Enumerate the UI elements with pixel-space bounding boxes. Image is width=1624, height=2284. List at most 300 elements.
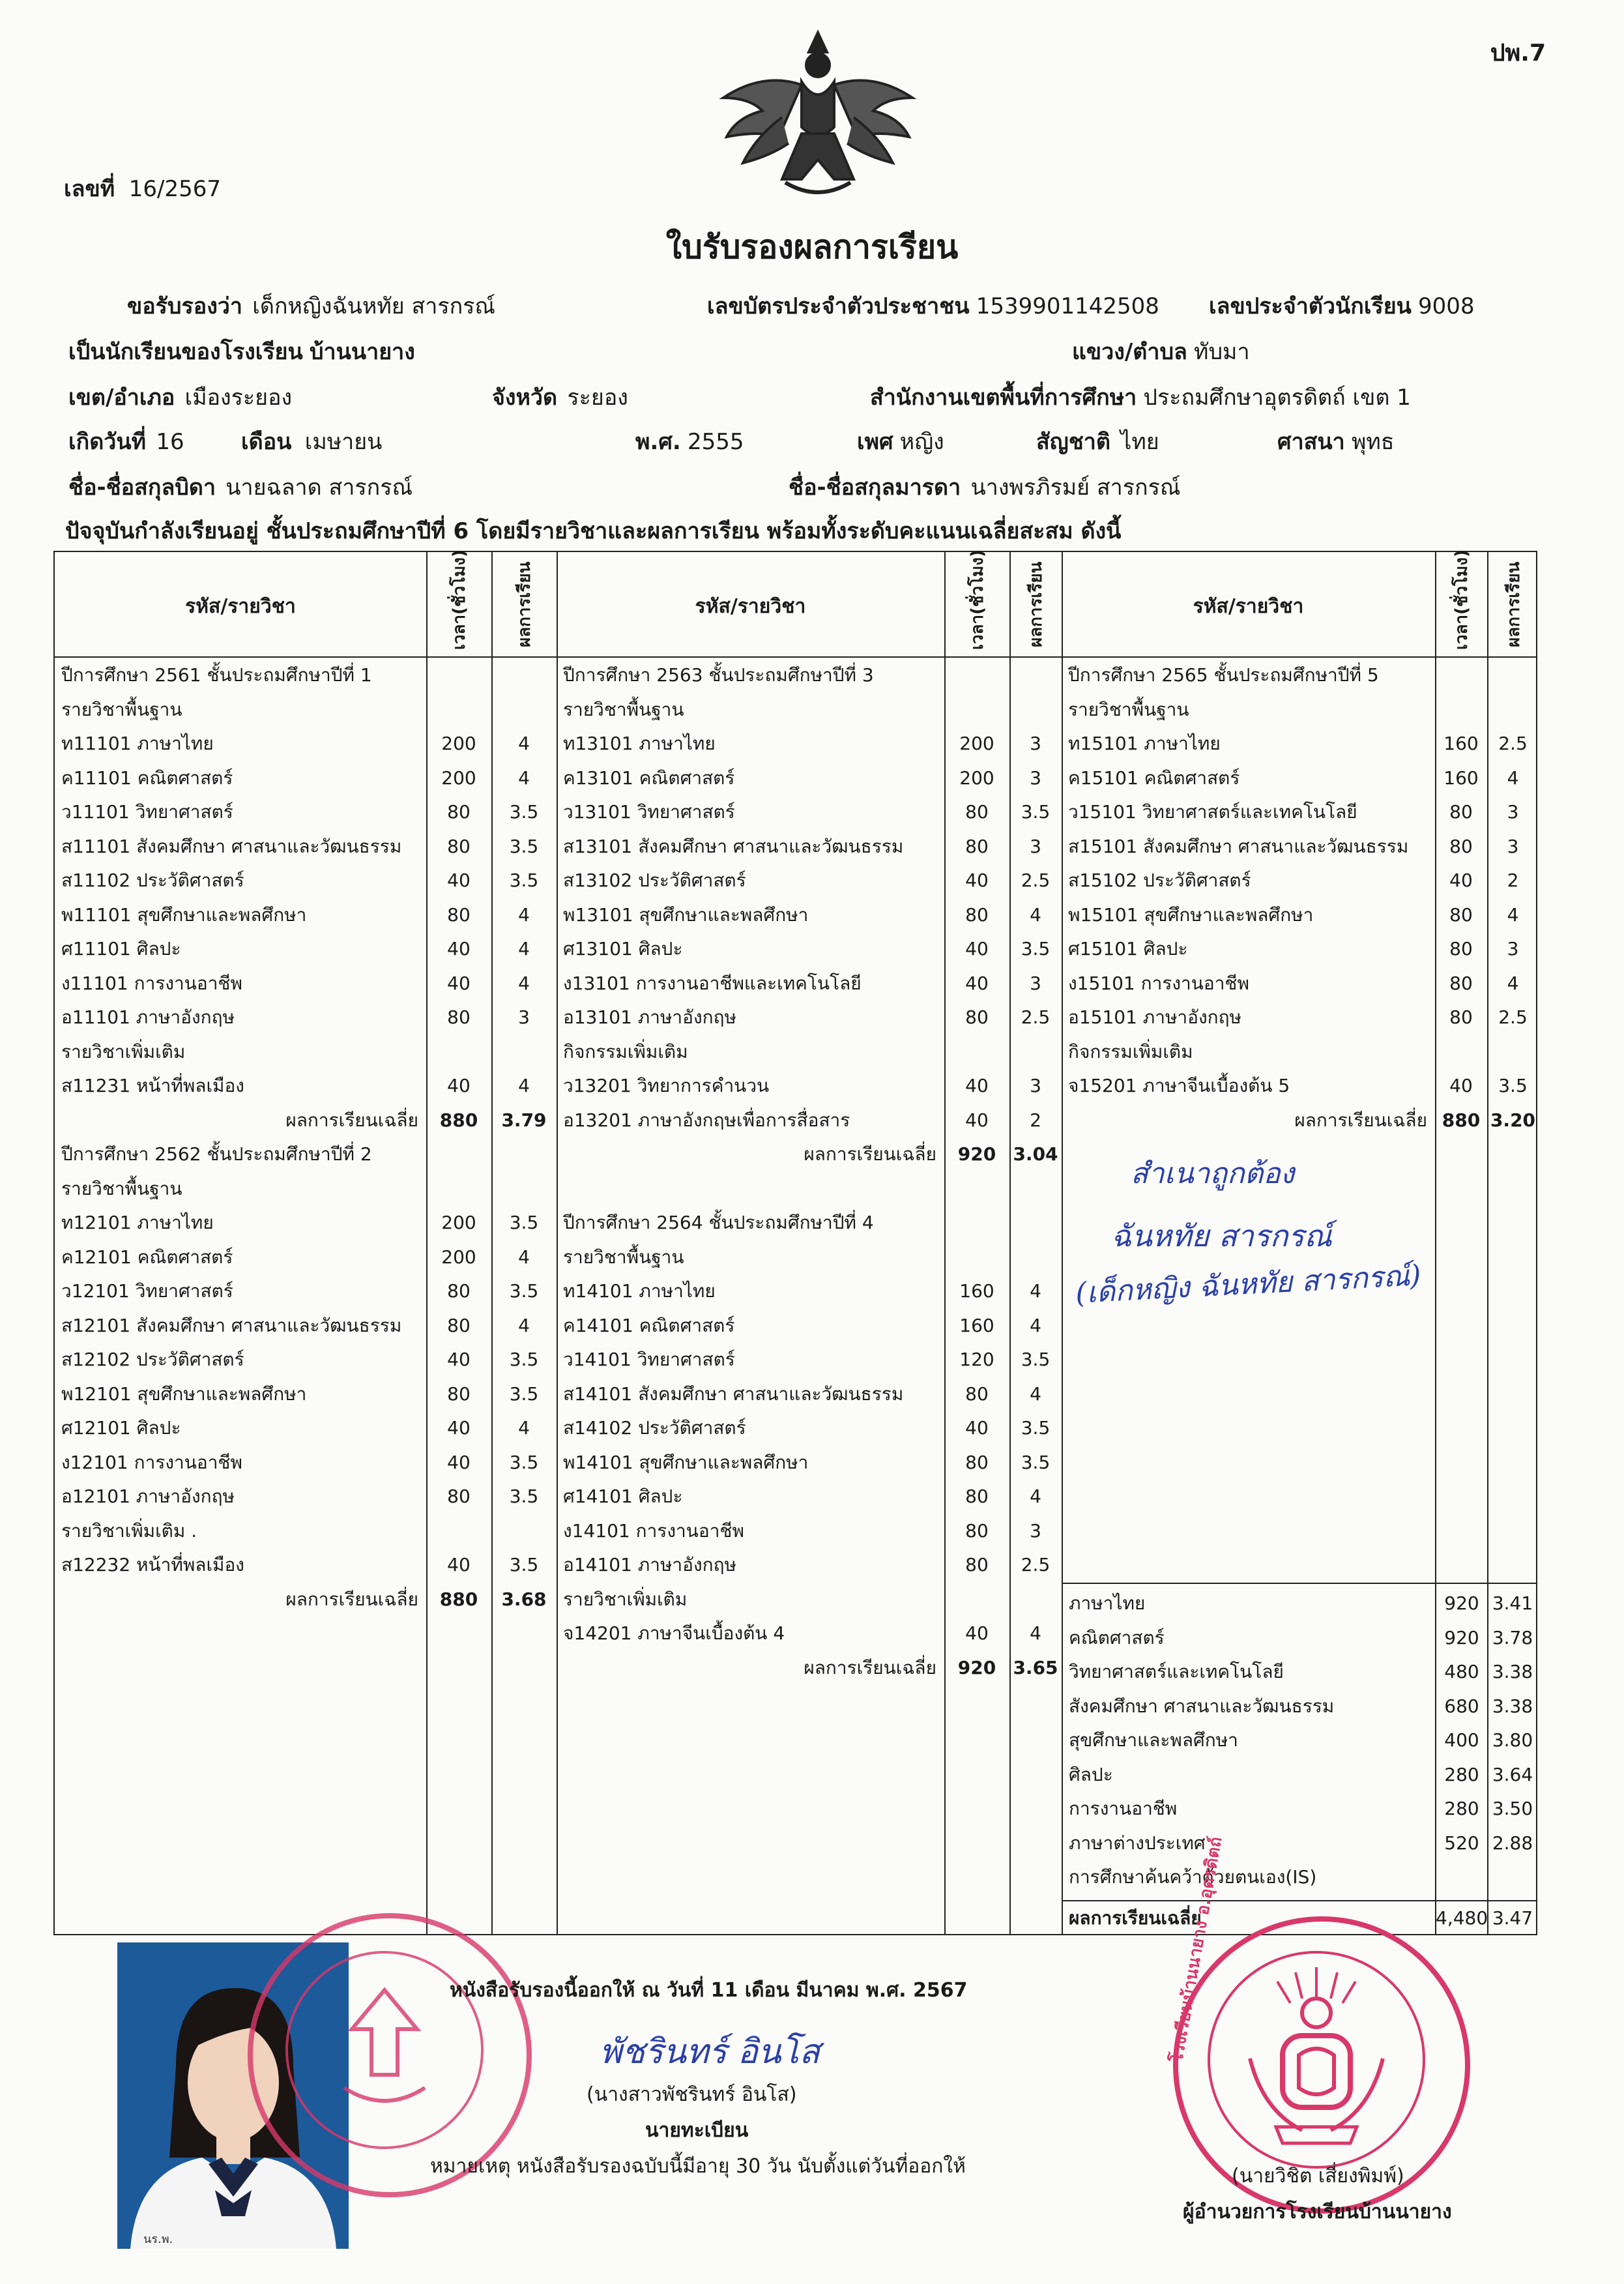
subject-name: ว12101 วิทยาศาสตร์ — [61, 1280, 233, 1302]
student-id-label: เลขประจำตัวนักเรียน — [1209, 293, 1412, 319]
subject-row — [1062, 658, 1539, 692]
subject-name: อ12101 ภาษาอังกฤษ — [61, 1486, 235, 1507]
nationality-label: สัญชาติ — [1036, 429, 1110, 455]
document-code: ปพ.7 — [1490, 40, 1546, 66]
subject-row — [1062, 727, 1539, 761]
district-label: เขต/อำเภอ — [68, 385, 175, 411]
subject-row — [557, 1446, 1062, 1480]
grade-value: 4 — [1507, 972, 1519, 994]
summary-row — [1062, 1792, 1537, 1826]
summary-grade: 3.80 — [1492, 1729, 1533, 1751]
subject-name: ค11101 คณิตศาสตร์ — [61, 767, 233, 789]
grade-value: 3.79 — [501, 1109, 547, 1131]
subject-row — [55, 898, 557, 932]
summary-hours: 920 — [1444, 1592, 1479, 1614]
subject-name: พ14101 สุขศึกษาและพลศึกษา — [563, 1451, 809, 1473]
grade-value: 4 — [518, 1075, 530, 1096]
subject-name: ศ14101 ศิลปะ — [563, 1486, 683, 1507]
father-label: ชื่อ-ชื่อสกุลบิดา — [68, 475, 216, 501]
hours-value: 40 — [447, 1349, 471, 1370]
grade-value: 4 — [1030, 1314, 1041, 1336]
subject-name: ค13101 คณิตศาสตร์ — [563, 767, 735, 789]
subject-row — [557, 1617, 1062, 1650]
hours-value: 40 — [447, 1075, 471, 1096]
subject-row — [55, 864, 557, 898]
subject-name: ผลการเรียนเฉลี่ย — [804, 1143, 936, 1165]
grade-value: 3.5 — [509, 801, 539, 823]
grade-value: 3 — [1030, 767, 1041, 789]
subject-row — [55, 658, 557, 692]
mother-line — [789, 469, 1180, 505]
grade-value: 2.5 — [1021, 1554, 1051, 1575]
hours-value: 120 — [959, 1349, 994, 1370]
subject-name: รายวิชาพื้นฐาน — [563, 698, 684, 720]
grade-value: 3.5 — [509, 835, 539, 857]
document-number-label: เลขที่ — [64, 176, 115, 202]
hours-value: 920 — [957, 1656, 996, 1678]
hours-value: 40 — [965, 870, 989, 891]
subject-row — [557, 761, 1062, 795]
hours-value: 40 — [447, 1417, 471, 1439]
subject-name: ส15102 ประวัติศาสตร์ — [1068, 870, 1251, 891]
hours-value: 40 — [1449, 870, 1473, 891]
subject-row — [55, 693, 557, 727]
subject-name: อ11101 ภาษาอังกฤษ — [61, 1006, 235, 1028]
subject-name: ส11102 ประวัติศาสตร์ — [61, 870, 244, 891]
birth-day-label: เกิดวันที่ — [68, 429, 147, 455]
subject-name: ท12101 ภาษาไทย — [61, 1212, 214, 1233]
subject-name: ปีการศึกษา 2564 ชั้นประถมศึกษาปีที่ 4 — [563, 1212, 874, 1233]
header-subject: รหัส/รายวิชา — [185, 595, 296, 618]
summary-grade: 3.38 — [1492, 1661, 1533, 1682]
grade-value: 4 — [518, 972, 530, 994]
subject-name: ท11101 ภาษาไทย — [61, 733, 214, 754]
subject-row — [557, 1309, 1062, 1343]
hours-value: 200 — [441, 1212, 476, 1233]
grade-value: 3.5 — [509, 1349, 539, 1370]
document-number-value: 16/2567 — [128, 176, 221, 202]
subject-row — [557, 1411, 1062, 1445]
subject-name: ศ11101 ศิลปะ — [61, 938, 181, 959]
subject-row — [55, 1035, 557, 1069]
summary-hours: 400 — [1444, 1729, 1479, 1751]
handwritten-note-line: (เด็กหญิง ฉันหทัย สารกรณ์) — [1075, 1259, 1422, 1310]
hours-value: 80 — [965, 835, 989, 857]
subject-name: พ12101 สุขศึกษาและพลศึกษา — [61, 1383, 307, 1405]
subject-name: ค12101 คณิตศาสตร์ — [61, 1246, 233, 1268]
area-office-line — [870, 379, 1411, 415]
cert-line — [127, 288, 495, 323]
birth-year-value: 2555 — [688, 429, 744, 455]
mother-value: นางพรภิรมย์ สารกรณ์ — [970, 475, 1181, 501]
subject-name: ส13101 สังคมศึกษา ศาสนาและวัฒนธรรม — [563, 835, 904, 857]
birth-year-line — [635, 424, 744, 459]
subject-name: ว13101 วิทยาศาสตร์ — [563, 801, 735, 823]
summary-subject: ศิลปะ — [1069, 1763, 1113, 1785]
subject-row — [55, 1548, 557, 1582]
handwritten-note-line: ฉันหทัย สารกรณ์ — [1111, 1218, 1332, 1253]
subject-row — [1062, 830, 1539, 864]
registrar-position: นายทะเบียน — [645, 2119, 749, 2142]
remark-text: หมายเหตุ หนังสือรับรองฉบับนี้มีอายุ 30 วัน นับตั้งแต่วันที่ออกให้ — [430, 2155, 966, 2178]
subject-name: ว14101 วิทยาศาสตร์ — [563, 1349, 735, 1370]
summary-subject: คณิตศาสตร์ — [1069, 1626, 1165, 1648]
subject-row — [557, 1035, 1062, 1069]
subject-name: รายวิชาพื้นฐาน — [61, 698, 182, 720]
subject-name: รายวิชาพื้นฐาน — [1068, 698, 1189, 720]
subject-row — [55, 1240, 557, 1274]
subject-row — [557, 1069, 1062, 1103]
religion-line — [1277, 424, 1395, 459]
hours-value: 80 — [965, 1383, 989, 1405]
subject-row — [557, 1514, 1062, 1548]
subject-name: ง15101 การงานอาชีพ — [1068, 972, 1249, 994]
hours-value: 80 — [447, 1486, 471, 1507]
grade-value: 4 — [1030, 1622, 1041, 1644]
subject-name: ง13101 การงานอาชีพและเทคโนโลยี — [563, 972, 862, 994]
nationality-value: ไทย — [1120, 429, 1159, 455]
hours-value: 80 — [1449, 801, 1473, 823]
subject-row — [55, 830, 557, 864]
subject-row — [55, 1274, 557, 1308]
grade-value: 3.5 — [509, 1383, 539, 1405]
header-hours: เวลา(ชั่วโมง) — [450, 549, 469, 650]
subject-name: อ15101 ภาษาอังกฤษ — [1068, 1006, 1241, 1028]
subject-name: ผลการเรียนเฉลี่ย — [285, 1109, 418, 1131]
hours-value: 80 — [965, 1006, 989, 1028]
document-number — [64, 171, 221, 206]
subject-row — [557, 1274, 1062, 1308]
summary-top-border — [1062, 1583, 1537, 1584]
hours-value: 80 — [447, 801, 471, 823]
issue-date-line: หนังสือรับรองนี้ออกให้ ณ วันที่ 11 เดือน มีนาคม พ.ศ. 2567 — [450, 1979, 968, 2002]
hours-value: 40 — [447, 1451, 471, 1473]
hours-value: 80 — [447, 835, 471, 857]
subject-name: ผลการเรียนเฉลี่ย — [804, 1656, 936, 1678]
average-row — [557, 1137, 1062, 1171]
hours-value: 80 — [965, 1451, 989, 1473]
subject-row — [557, 1343, 1062, 1377]
subject-row — [557, 693, 1062, 727]
grade-value: 3 — [1507, 801, 1519, 823]
subject-row — [557, 1480, 1062, 1514]
subject-name: ศ13101 ศิลปะ — [563, 938, 683, 959]
hours-value: 880 — [439, 1588, 478, 1610]
summary-row — [1062, 1826, 1537, 1860]
grade-value: 4 — [1030, 1486, 1041, 1507]
grade-value: 3.5 — [509, 1486, 539, 1507]
hours-value: 160 — [1443, 733, 1479, 754]
subject-row — [1062, 967, 1539, 1001]
hours-value: 80 — [965, 1519, 989, 1542]
subject-name: รายวิชาเพิ่มเติม . — [61, 1519, 197, 1542]
sex-value: หญิง — [899, 429, 944, 455]
subject-name: ส12232 หน้าที่พลเมือง — [61, 1554, 244, 1575]
grade-value: 4 — [518, 1314, 530, 1336]
summary-row — [1062, 1621, 1537, 1655]
grade-value: 3 — [1030, 972, 1041, 994]
grade-value: 3.5 — [509, 870, 539, 891]
subject-row — [1062, 864, 1539, 898]
average-row — [55, 1583, 557, 1617]
grade-value: 4 — [1507, 903, 1519, 926]
registrar-signature: พัชรินทร์ อินโส — [600, 2032, 820, 2072]
religion-value: พุทธ — [1351, 429, 1395, 455]
summary-hours: 280 — [1444, 1763, 1479, 1785]
summary-row — [1062, 1587, 1537, 1620]
grade-value: 3.5 — [509, 1280, 539, 1302]
grade-value: 3 — [1030, 1519, 1041, 1542]
subject-name: ท13101 ภาษาไทย — [563, 733, 716, 754]
grade-value: 3.5 — [1021, 1451, 1051, 1473]
summary-subject: วิทยาศาสตร์และเทคโนโลยี — [1069, 1661, 1284, 1682]
subject-row — [55, 967, 557, 1001]
header-grade: ผลการเรียน — [515, 561, 534, 647]
subject-name: กิจกรรมเพิ่มเติม — [563, 1040, 688, 1062]
hours-value: 80 — [447, 1383, 471, 1405]
subdistrict-line — [1072, 334, 1250, 369]
grade-value: 4 — [518, 733, 530, 754]
subject-row — [557, 795, 1062, 829]
grade-value: 4 — [518, 938, 530, 959]
province-label: จังหวัด — [492, 385, 558, 411]
registrar-name: (นางสาวพัชรินทร์ อินโส) — [587, 2083, 797, 2106]
subject-name: ผลการเรียนเฉลี่ย — [285, 1588, 418, 1610]
header-subject: รหัส/รายวิชา — [695, 595, 806, 618]
grade-value: 2 — [1030, 1109, 1041, 1131]
subject-row — [557, 1001, 1062, 1034]
grade-value: 4 — [518, 903, 530, 926]
summary-hours: 920 — [1444, 1626, 1479, 1648]
summary-hours: 680 — [1444, 1695, 1479, 1717]
subject-row — [1062, 1001, 1539, 1034]
grade-value: 3.5 — [509, 1451, 539, 1473]
province-value: ระยอง — [567, 385, 628, 411]
subject-row — [557, 967, 1062, 1001]
subject-row — [557, 1104, 1062, 1137]
grade-value: 2 — [1507, 870, 1519, 891]
subject-row — [1062, 1069, 1539, 1103]
subject-name: อ14101 ภาษาอังกฤษ — [563, 1554, 736, 1575]
hours-value: 40 — [447, 1554, 471, 1575]
summary-grade: 2.88 — [1492, 1832, 1533, 1854]
photo-label: นร.พ. — [143, 2233, 173, 2246]
grade-value: 3 — [1030, 1075, 1041, 1096]
summary-row — [1062, 1758, 1537, 1792]
grade-value: 4 — [518, 1417, 530, 1439]
grade-value: 3 — [1030, 733, 1041, 754]
average-row — [1062, 1104, 1539, 1137]
subject-name: ส14102 ประวัติศาสตร์ — [563, 1417, 746, 1439]
hours-value: 80 — [1449, 903, 1473, 926]
hours-value: 160 — [959, 1280, 994, 1302]
subject-name: ส12101 สังคมศึกษา ศาสนาและวัฒนธรรม — [61, 1314, 402, 1336]
grade-value: 2.5 — [1498, 1006, 1528, 1028]
hours-value: 200 — [441, 733, 476, 754]
hours-value: 80 — [965, 1554, 989, 1575]
grade-value: 3 — [1507, 835, 1519, 857]
subject-row — [55, 1514, 557, 1548]
summary-grade: 3.64 — [1492, 1763, 1533, 1785]
hours-value: 40 — [965, 1622, 989, 1644]
subject-row — [55, 932, 557, 966]
subject-row — [557, 1172, 1062, 1206]
subject-name: ปีการศึกษา 2561 ชั้นประถมศึกษาปีที่ 1 — [61, 664, 372, 686]
summary-grade: 3.38 — [1492, 1695, 1533, 1717]
hours-value: 80 — [447, 1314, 471, 1336]
cert-label: ขอรับรองว่า — [127, 293, 242, 319]
hours-value: 80 — [1449, 835, 1473, 857]
subject-row — [557, 727, 1062, 761]
subject-row — [55, 761, 557, 795]
document-title: ใบรับรองผลการเรียน — [665, 228, 959, 266]
hours-value: 40 — [965, 972, 989, 994]
subject-name: ปีการศึกษา 2563 ชั้นประถมศึกษาปีที่ 3 — [563, 664, 874, 686]
grade-value: 4 — [1030, 1280, 1041, 1302]
student-id-value: 9008 — [1418, 293, 1475, 319]
grade-value: 4 — [518, 1246, 530, 1268]
religion-label: ศาสนา — [1277, 429, 1345, 455]
hours-value: 200 — [959, 733, 994, 754]
area-office-value: ประถมศึกษาอุตรดิตถ์ เขต 1 — [1143, 385, 1411, 411]
birth-month-label: เดือน — [241, 429, 292, 455]
summary-subject: การงานอาชีพ — [1069, 1798, 1178, 1819]
subject-name: ว15101 วิทยาศาสตร์และเทคโนโลยี — [1068, 801, 1357, 823]
grade-value: 3.5 — [1021, 938, 1051, 959]
hours-value: 80 — [965, 903, 989, 926]
district-line — [68, 379, 292, 415]
area-office-label: สำนักงานเขตพื้นที่การศึกษา — [870, 385, 1137, 411]
header-grade: ผลการเรียน — [1504, 561, 1524, 647]
header-hours: เวลา(ชั่วโมง) — [968, 549, 987, 650]
stamp-text: โรงเรียนบ้านนายาง อ.อุตรดิตถ์ — [1167, 1835, 1226, 2064]
hours-value: 80 — [965, 1486, 989, 1507]
province-line — [492, 379, 628, 415]
subject-row — [1062, 795, 1539, 829]
grade-value: 3.65 — [1013, 1656, 1058, 1678]
subject-name: จ15201 ภาษาจีนเบื้องต้น 5 — [1068, 1075, 1290, 1096]
subject-name: ผลการเรียนเฉลี่ย — [1294, 1109, 1427, 1131]
grade-value: 3.5 — [1021, 1349, 1051, 1370]
subject-name: พ15101 สุขศึกษาและพลศึกษา — [1068, 903, 1314, 926]
grade-value: 4 — [1507, 767, 1519, 789]
subject-name: ปีการศึกษา 2562 ชั้นประถมศึกษาปีที่ 2 — [61, 1143, 372, 1165]
subject-name: พ13101 สุขศึกษาและพลศึกษา — [563, 903, 809, 926]
subject-row — [55, 795, 557, 829]
subject-row — [1062, 693, 1539, 727]
average-row — [55, 1104, 557, 1137]
subject-name: กิจกรรมเพิ่มเติม — [1068, 1040, 1193, 1062]
subject-row — [557, 1548, 1062, 1582]
grade-value: 3.5 — [509, 1554, 539, 1575]
sex-label: เพศ — [857, 429, 893, 455]
hours-value: 40 — [1449, 1075, 1473, 1096]
subject-name: ง14101 การงานอาชีพ — [563, 1519, 744, 1542]
hours-value: 40 — [447, 972, 471, 994]
subject-row — [1062, 898, 1539, 932]
grade-value: 3 — [1030, 835, 1041, 857]
hours-value: 200 — [441, 767, 476, 789]
director-name: (นายวิชิต เสี่ยงพิมพ์) — [1232, 2165, 1404, 2188]
subject-name: ปีการศึกษา 2565 ชั้นประถมศึกษาปีที่ 5 — [1068, 664, 1379, 686]
hours-value: 40 — [965, 938, 989, 959]
father-value: นายฉลาด สารกรณ์ — [225, 475, 413, 501]
subject-name: ค15101 คณิตศาสตร์ — [1068, 767, 1240, 789]
subject-row — [55, 727, 557, 761]
birth-month-line — [241, 424, 382, 459]
header-hours: เวลา(ชั่วโมง) — [1452, 549, 1472, 650]
hours-value: 80 — [447, 1006, 471, 1028]
birth-day-line — [68, 424, 184, 459]
subject-row — [55, 1206, 557, 1240]
grade-value: 4 — [1030, 903, 1041, 926]
summary-subject: ภาษาไทย — [1069, 1592, 1146, 1614]
subject-name: ส11101 สังคมศึกษา ศาสนาและวัฒนธรรม — [61, 835, 402, 857]
subject-row — [557, 864, 1062, 898]
subject-row — [557, 1206, 1062, 1240]
mother-label: ชื่อ-ชื่อสกุลมารดา — [789, 475, 961, 501]
hours-value: 40 — [965, 1417, 989, 1439]
summary-subject: สังคมศึกษา ศาสนาและวัฒนธรรม — [1069, 1695, 1335, 1717]
hours-value: 160 — [1443, 767, 1479, 789]
subject-name: ท14101 ภาษาไทย — [563, 1280, 716, 1302]
grade-value: 3.5 — [509, 1212, 539, 1233]
hours-value: 40 — [447, 938, 471, 959]
birth-month-value: เมษายน — [304, 429, 383, 455]
subject-name: ศ15101 ศิลปะ — [1068, 938, 1188, 959]
subject-name: รายวิชาพื้นฐาน — [563, 1246, 684, 1268]
hours-value: 200 — [441, 1246, 476, 1268]
subject-row — [557, 898, 1062, 932]
subject-row — [55, 1137, 557, 1171]
summary-hours: 520 — [1444, 1832, 1479, 1854]
nationality-line — [1036, 424, 1159, 459]
header-subject: รหัส/รายวิชา — [1193, 595, 1304, 618]
summary-subject: สุขศึกษาและพลศึกษา — [1069, 1729, 1238, 1751]
summary-hours: 480 — [1444, 1661, 1479, 1682]
hours-value: 80 — [1449, 938, 1473, 959]
hours-value: 80 — [447, 1280, 471, 1302]
subject-name: ค14101 คณิตศาสตร์ — [563, 1314, 735, 1336]
director-position: ผู้อำนวยการโรงเรียนบ้านนายาง — [1183, 2201, 1452, 2223]
student-name: เด็กหญิงฉันหทัย สารกรณ์ — [252, 293, 495, 319]
hours-value: 80 — [1449, 1006, 1473, 1028]
average-row — [557, 1651, 1062, 1685]
subject-row — [55, 1309, 557, 1343]
district-value: เมืองระยอง — [184, 385, 293, 411]
grade-value: 3 — [1507, 938, 1519, 959]
subject-row — [557, 1240, 1062, 1274]
summary-row — [1062, 1655, 1537, 1689]
subject-row — [55, 1172, 557, 1206]
hours-value: 920 — [957, 1143, 996, 1165]
summary-grade: 3.78 — [1492, 1626, 1533, 1648]
summary-subject: การศึกษาค้นคว้าด้วยตนเอง(IS) — [1069, 1866, 1317, 1888]
subject-name: ว13201 วิทยาการคำนวน — [563, 1075, 770, 1096]
subject-name: รายวิชาเพิ่มเติม — [563, 1588, 688, 1610]
sex-line — [857, 424, 944, 459]
grade-value: 2.5 — [1021, 870, 1051, 891]
summary-row — [1062, 1690, 1537, 1723]
subject-name: ส14101 สังคมศึกษา ศาสนาและวัฒนธรรม — [563, 1383, 904, 1405]
hours-value: 40 — [965, 1075, 989, 1096]
grade-value: 3.20 — [1490, 1109, 1536, 1131]
id-card-label: เลขบัตรประจำตัวประชาชน — [707, 293, 970, 319]
summary-grade: 3.47 — [1492, 1907, 1533, 1929]
grade-value: 3.04 — [1013, 1143, 1058, 1165]
hours-value: 160 — [959, 1314, 994, 1336]
subdistrict-label: แขวง/ตำบล — [1072, 339, 1187, 365]
